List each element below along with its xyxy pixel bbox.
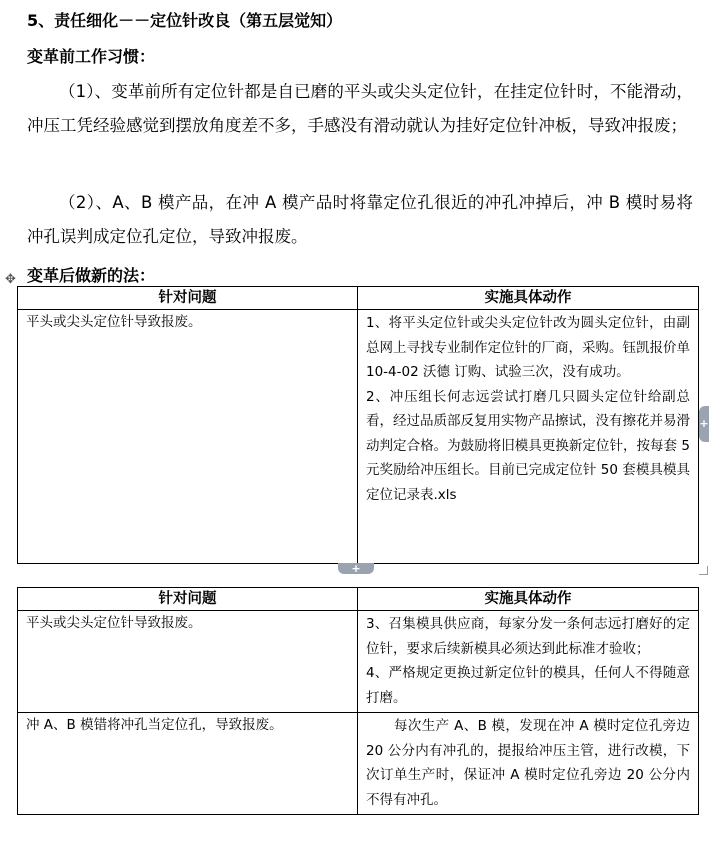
table-resize-handle-icon[interactable] [699,566,708,575]
action-step-2: 2、冲压组长何志远尝试打磨几只圆头定位针给副总看，经过品质部反复用实物产品擦试，没有擦花并易滑动判定合格。为鼓励将旧模具更换新定位针，按每套 5 元奖励给冲压组长。目前已完成定位针 50 套模具模具定位记录表.xls [366,388,690,503]
issue-cell[interactable]: 平头或尖头定位针导致报废。 [18,611,358,713]
table-issues-actions-1 [17,286,699,564]
action-cell[interactable] [358,713,699,815]
issue-cell[interactable]: 冲 A、B 模错将冲孔当定位孔，导致报废。 [18,713,358,815]
add-column-button[interactable]: + [699,406,709,442]
section-title: 5、责任细化－－定位针改良（第五层觉知） [27,11,343,30]
action-step-3: 3、召集模具供应商，每家分发一条何志远打磨好的定位针，要求后续新模具必须达到此标准才验收； [366,616,690,657]
table-move-handle-icon[interactable]: ✥ [5,272,16,287]
after-heading: 变革后做新的法： [27,266,156,285]
header-issue: 针对问题 [18,588,358,611]
table-issues-actions-2 [17,587,699,815]
action-step-1: 1、将平头定位针或尖头定位针改为圆头定位针，由副总网上寻找专业制作定位针的厂商，采购。钰凯报价单 10-4-02 沃德 订购、试验三次，没有成功。 [366,315,690,380]
header-action: 实施具体动作 [358,588,699,611]
table-row [18,713,699,815]
table-header-row [18,588,699,611]
before-paragraph-2: （2）、A、B 模产品，在冲 A 模产品时将靠定位孔很近的冲孔冲掉后，冲 B 模时易将冲孔误判成定位孔定位，导致冲报废。 [27,193,693,246]
before-paragraph-1: （1）、变革前所有定位针都是自已磨的平头或尖头定位针，在挂定位针时，不能滑动，冲压工凭经验感觉到摆放角度差不多，手感没有滑动就认为挂好定位针冲板，导致冲报废； [27,82,693,135]
table-row [18,310,699,564]
table-row [18,611,699,713]
action-step-ab: 每次生产 A、B 模，发现在冲 A 模时定位孔旁边 20 公分内有冲孔的，提报给冲压主管，进行改模，下次订单生产时，保证冲 A 模时定位孔旁边 20 公分内不得有冲孔。 [366,718,690,808]
issue-cell[interactable]: 平头或尖头定位针导致报废。 [18,310,358,564]
action-cell[interactable] [358,310,699,564]
header-issue: 针对问题 [18,287,358,310]
action-cell[interactable] [358,611,699,713]
table-header-row [18,287,699,310]
action-step-4: 4、严格规定更换过新定位针的模具，任何人不得随意打磨。 [366,665,690,706]
add-row-button[interactable]: + [338,563,374,574]
header-action: 实施具体动作 [358,287,699,310]
before-heading: 变革前工作习惯： [27,47,156,66]
